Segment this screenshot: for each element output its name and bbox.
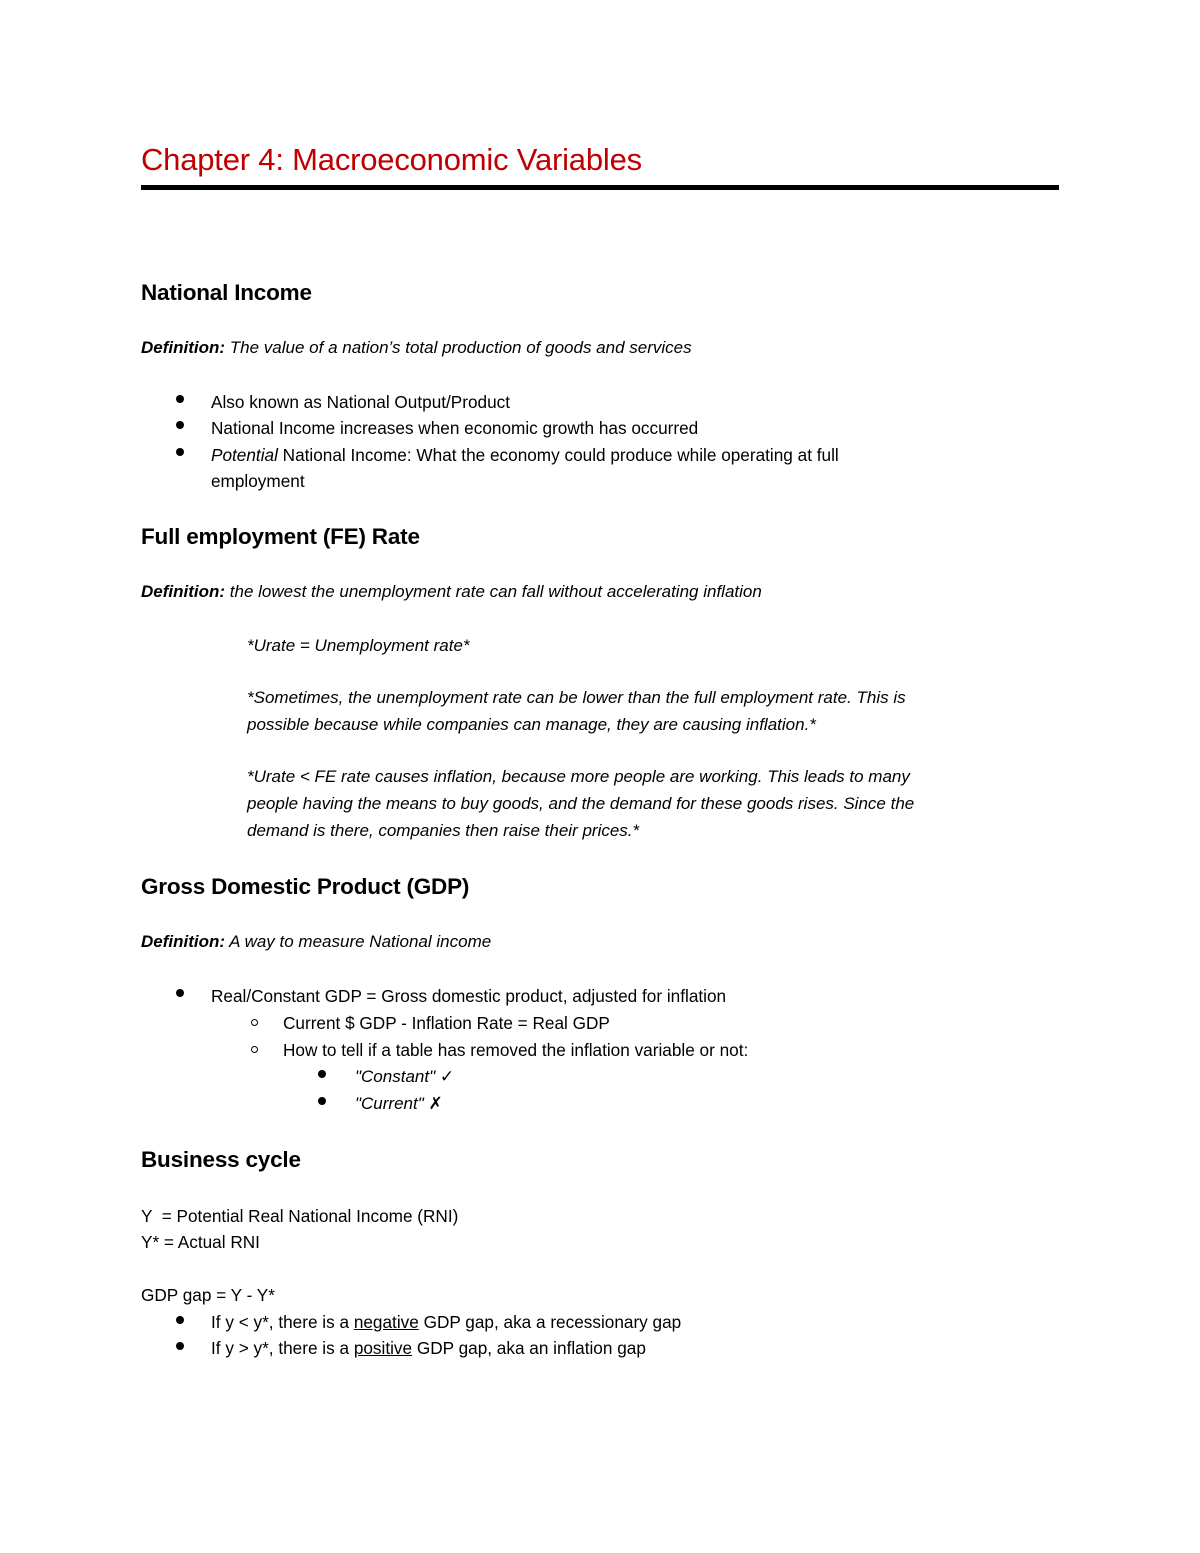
definition-label: Definition: xyxy=(141,932,226,951)
bullet-icon xyxy=(176,395,184,403)
list-item-text: GDP gap, aka a recessionary gap xyxy=(418,1312,682,1332)
list-item-text: If y < y*, there is a xyxy=(211,1312,354,1332)
underlined-term: positive xyxy=(353,1338,413,1358)
bullet-icon xyxy=(176,448,184,456)
bullet-icon xyxy=(176,1342,184,1350)
note-line: *Urate < FE rate causes inflation, because more people are working. This leads to many xyxy=(247,767,910,786)
heading-national-income: National Income xyxy=(141,280,312,305)
bullet-icon xyxy=(176,421,184,429)
bullet-icon xyxy=(318,1070,326,1078)
note-line: possible because while companies can manage, they are causing inflation.* xyxy=(247,715,816,734)
page-title: Chapter 4: Macroeconomic Variables xyxy=(141,142,642,177)
sub-sub-list-item: "Constant" ✓ xyxy=(355,1067,455,1086)
list-item xyxy=(211,1338,646,1359)
formula-line: Y = Potential Real National Income (RNI) xyxy=(141,1206,459,1226)
definition-national-income xyxy=(141,338,692,358)
list-item-continuation: employment xyxy=(211,471,305,491)
heading-business-cycle: Business cycle xyxy=(141,1147,301,1172)
formula-line: GDP gap = Y - Y* xyxy=(141,1285,275,1305)
formula-line: Y* = Actual RNI xyxy=(141,1232,260,1252)
list-item: Real/Constant GDP = Gross domestic product, adjusted for inflation xyxy=(211,986,727,1006)
bullet-icon xyxy=(176,1316,184,1324)
title-rule xyxy=(141,185,1059,190)
bullet-icon xyxy=(176,989,184,997)
list-item xyxy=(211,1312,681,1333)
heading-gdp: Gross Domestic Product (GDP) xyxy=(141,874,470,899)
list-item-text: GDP gap, aka an inflation gap xyxy=(412,1338,646,1358)
list-item-text: National Income: What the economy could produce while operating at full xyxy=(282,445,839,465)
circle-bullet-icon xyxy=(251,1019,258,1026)
sub-list-item: Current $ GDP - Inflation Rate = Real GDP xyxy=(283,1013,610,1033)
definition-full-employment xyxy=(141,582,762,602)
definition-text: A way to measure National income xyxy=(229,932,492,951)
definition-label: Definition: xyxy=(141,338,226,357)
heading-full-employment: Full employment (FE) Rate xyxy=(141,524,420,549)
note-line: *Sometimes, the unemployment rate can be lower than the full employment rate. This is xyxy=(247,688,906,707)
sub-sub-list-item: "Current" ✗ xyxy=(355,1094,443,1113)
list-item: Also known as National Output/Product xyxy=(211,392,511,412)
list-item-text: If y > y*, there is a xyxy=(211,1338,354,1358)
definition-gdp xyxy=(141,932,491,952)
italic-term: Potential xyxy=(211,445,278,465)
definition-text: The value of a nation’s total production of goods and services xyxy=(229,338,692,357)
underlined-term: negative xyxy=(353,1312,419,1332)
list-item xyxy=(211,445,839,466)
note-urate: *Urate = Unemployment rate* xyxy=(247,636,470,655)
definition-text: the lowest the unemployment rate can fall without accelerating inflation xyxy=(229,582,762,601)
list-item: National Income increases when economic growth has occurred xyxy=(211,418,699,438)
definition-label: Definition: xyxy=(141,582,226,601)
sub-list-item: How to tell if a table has removed the inflation variable or not: xyxy=(283,1040,749,1060)
note-line: demand is there, companies then raise their prices.* xyxy=(247,821,640,840)
note-line: people having the means to buy goods, and the demand for these goods rises. Since the xyxy=(247,794,915,813)
circle-bullet-icon xyxy=(251,1046,258,1053)
bullet-icon xyxy=(318,1097,326,1105)
